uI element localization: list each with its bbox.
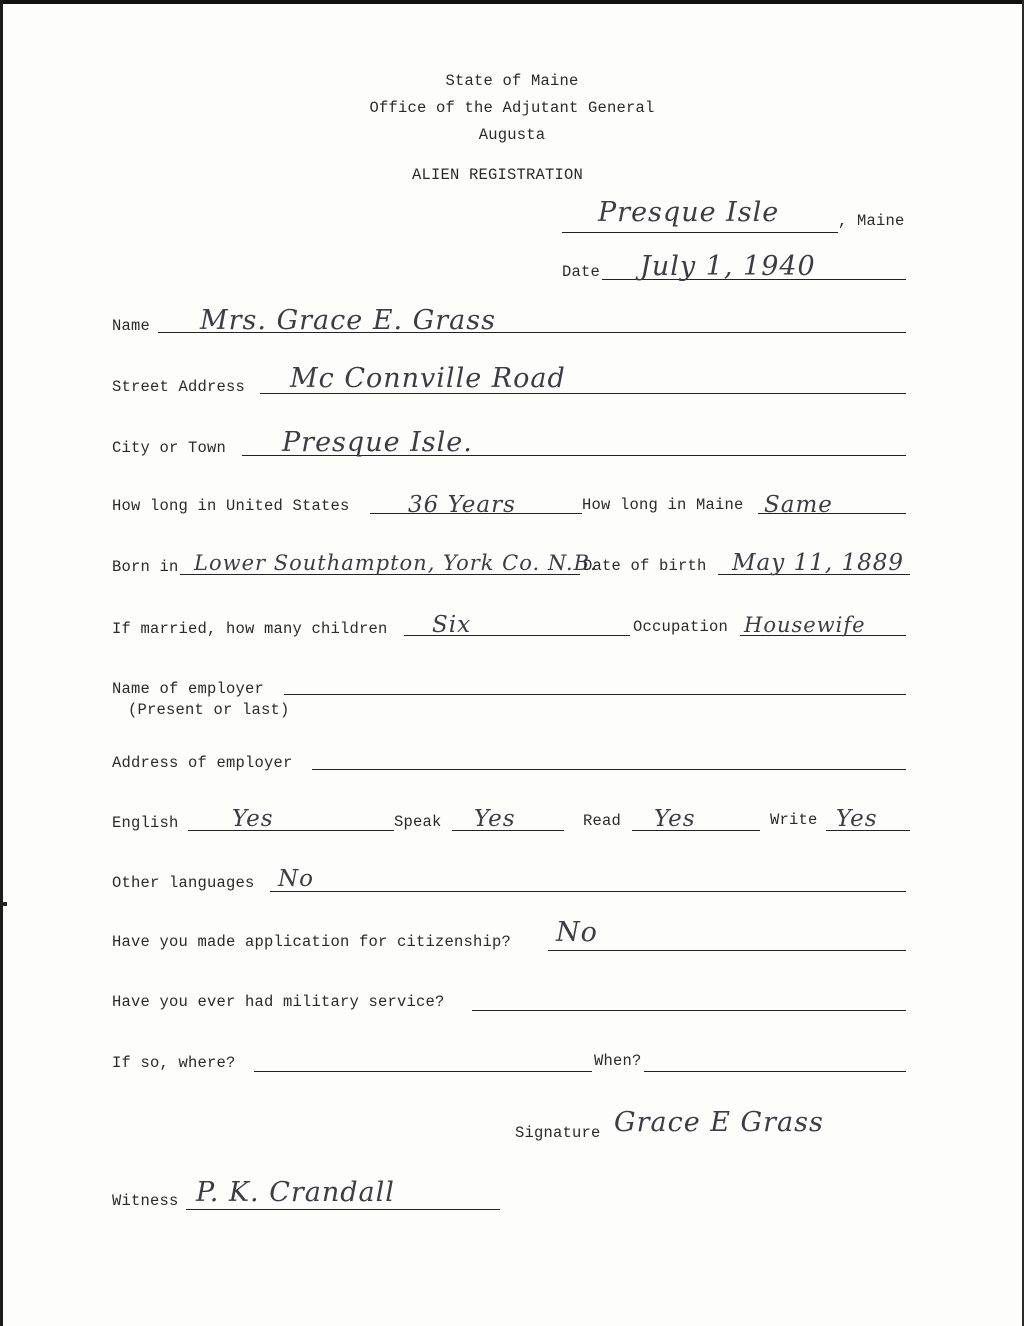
- born-in-value: Lower Southampton, York Co. N.B.: [194, 551, 598, 575]
- write-label: Write: [770, 811, 818, 829]
- scan-edge-top: [0, 0, 1024, 4]
- witness-line: [186, 1209, 500, 1210]
- when-line: [644, 1071, 906, 1072]
- if-so-where-label: If so, where?: [112, 1054, 236, 1072]
- witness-value: P. K. Crandall: [196, 1177, 395, 1208]
- military-label: Have you ever had military service?: [112, 993, 445, 1011]
- date-of-birth-value: May 11, 1889: [732, 550, 904, 576]
- street-address-value: Mc Connville Road: [290, 363, 566, 394]
- header-city: Augusta: [478, 126, 546, 144]
- military-line: [472, 1010, 906, 1011]
- occupation-value: Housewife: [744, 613, 866, 637]
- date-label: Date: [562, 263, 601, 281]
- header-state: State of Maine: [445, 72, 579, 90]
- town-line: [562, 232, 838, 233]
- speak-value: Yes: [474, 806, 516, 832]
- other-languages-line: [270, 891, 906, 892]
- employer-name-sub-label: (Present or last): [128, 701, 290, 719]
- how-long-maine-label: How long in Maine: [582, 496, 744, 514]
- read-value: Yes: [654, 806, 696, 832]
- children-label: If married, how many children: [112, 620, 388, 638]
- employer-address-line: [312, 769, 906, 770]
- header-office: Office of the Adjutant General: [369, 99, 655, 117]
- date-value: July 1, 1940: [640, 251, 816, 282]
- other-languages-value: No: [278, 866, 314, 892]
- town-header-value: Presque Isle: [598, 197, 780, 228]
- street-address-label: Street Address: [112, 378, 246, 396]
- children-value: Six: [432, 612, 472, 638]
- date-of-birth-label: Date of birth: [583, 557, 707, 575]
- citizenship-label: Have you made application for citizenship?: [112, 933, 512, 951]
- other-languages-label: Other languages: [112, 874, 255, 892]
- how-long-maine-value: Same: [764, 492, 833, 518]
- if-so-where-line: [254, 1071, 592, 1072]
- english-value: Yes: [232, 806, 274, 832]
- scan-mark: [0, 902, 7, 906]
- signature-label: Signature: [515, 1124, 601, 1142]
- speak-label: Speak: [394, 813, 442, 831]
- read-label: Read: [583, 812, 622, 830]
- citizenship-value: No: [556, 917, 598, 948]
- write-value: Yes: [836, 806, 878, 832]
- maine-suffix: , Maine: [838, 212, 905, 230]
- occupation-label: Occupation: [633, 618, 729, 636]
- citizenship-line: [548, 950, 906, 951]
- how-long-us-label: How long in United States: [112, 497, 350, 515]
- how-long-us-value: 36 Years: [408, 492, 516, 518]
- form-title: ALIEN REGISTRATION: [412, 166, 584, 184]
- city-value: Presque Isle.: [282, 427, 473, 458]
- name-value: Mrs. Grace E. Grass: [200, 305, 496, 336]
- employer-name-label: Name of employer: [112, 680, 265, 698]
- when-label: When?: [594, 1052, 642, 1070]
- employer-name-line: [284, 694, 906, 695]
- witness-label: Witness: [112, 1192, 179, 1210]
- english-label: English: [112, 814, 179, 832]
- city-label: City or Town: [112, 439, 227, 457]
- born-in-label: Born in: [112, 558, 179, 576]
- read-line: [632, 830, 760, 831]
- scan-edge-left: [0, 0, 3, 1326]
- english-line: [188, 830, 394, 831]
- signature-value: Grace E Grass: [614, 1107, 824, 1138]
- employer-address-label: Address of employer: [112, 754, 293, 772]
- name-label: Name: [112, 317, 151, 335]
